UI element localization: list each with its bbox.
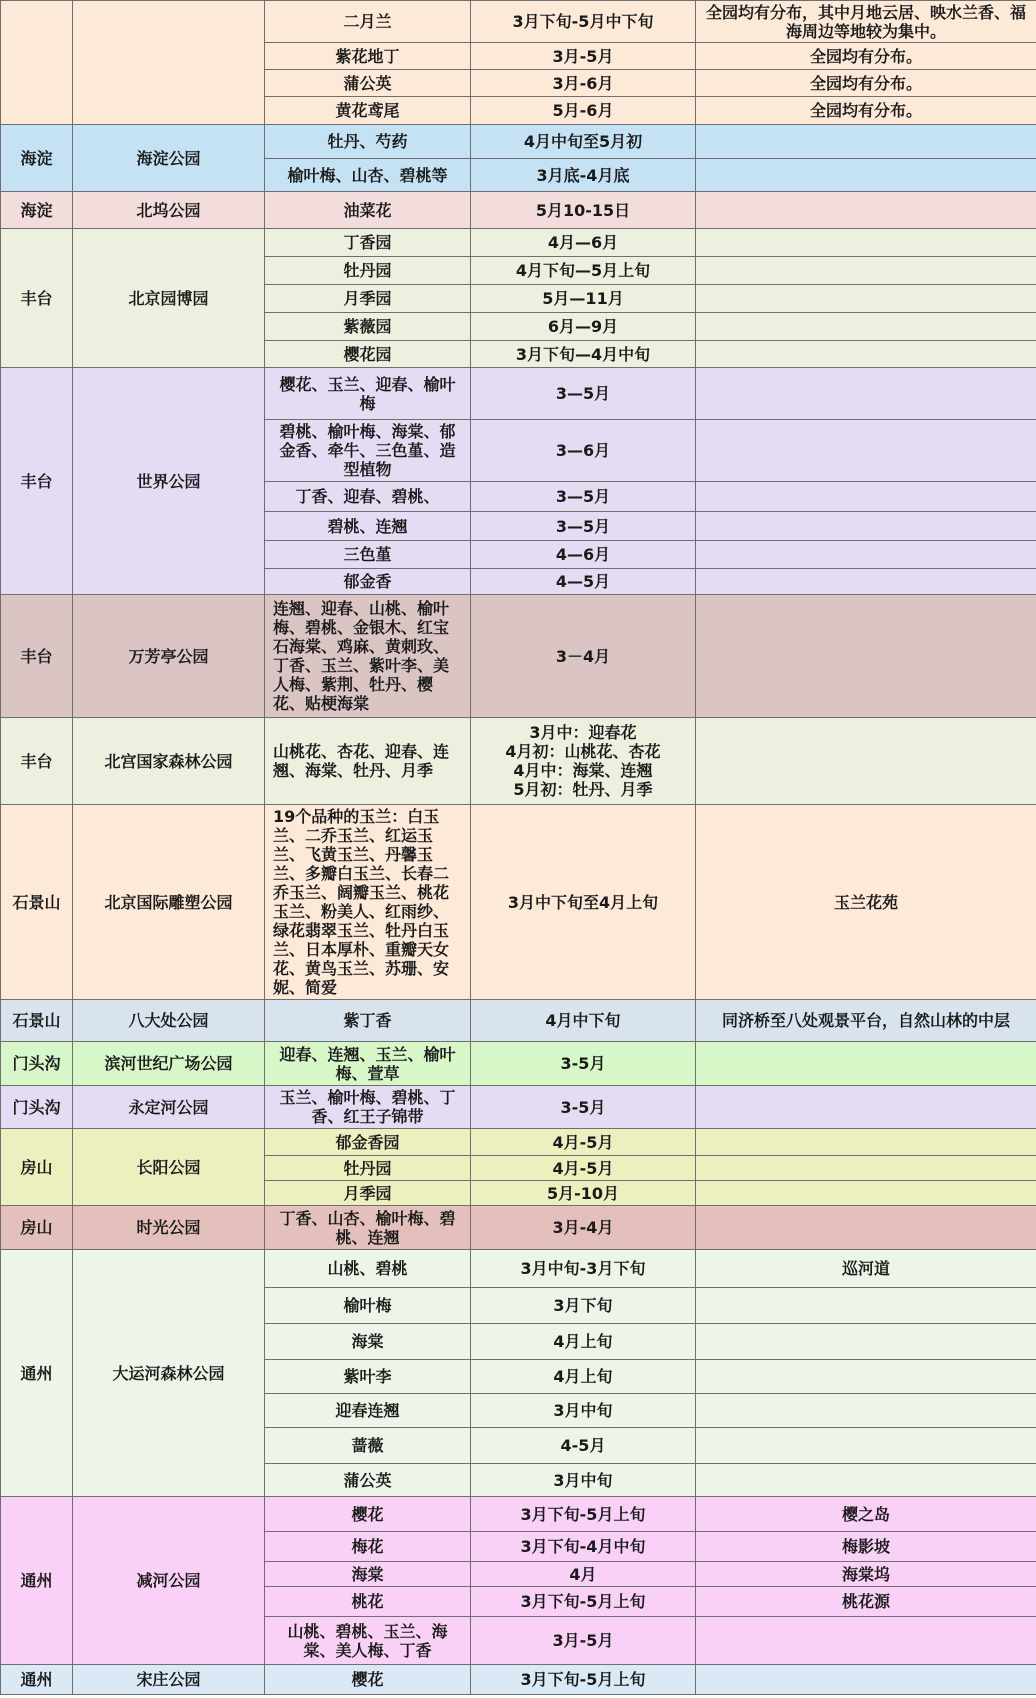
table-row: [1, 192, 1036, 229]
note-cell: [696, 512, 1036, 541]
period-cell: 3月-6月: [471, 70, 696, 97]
table-row: [1, 1206, 1036, 1250]
district-cell: 石景山: [1, 1000, 73, 1042]
flower-cell: 樱花: [265, 1497, 471, 1532]
period-cell: 3月中旬: [471, 1464, 696, 1497]
district-cell: 丰台: [1, 595, 73, 718]
park-cell: 滨河世纪广场公园: [73, 1042, 265, 1086]
flower-cell: 郁金香: [265, 569, 471, 595]
period-cell: 3月中旬-3月下旬: [471, 1250, 696, 1288]
flower-cell: 连翘、迎春、山桃、榆叶梅、碧桃、金银木、红宝石海棠、鸡麻、黄刺玫、丁香、玉兰、紫叶李、美人梅、紫荆、牡丹、樱花、贴梗海棠: [265, 595, 471, 718]
flower-cell: 碧桃、榆叶梅、海棠、郁金香、牵牛、三色堇、造型植物: [265, 420, 471, 482]
note-cell: 全园均有分布，其中月地云居、映水兰香、福海周边等地较为集中。: [696, 1, 1036, 43]
period-line: 5月初：牡丹、月季: [513, 780, 653, 799]
period-line: 4月中：海棠、连翘: [513, 761, 653, 780]
table-row: [1, 1, 1036, 43]
note-cell: [696, 1360, 1036, 1394]
table-row: [1, 125, 1036, 159]
note-cell: [696, 1156, 1036, 1181]
flower-cell: 樱花园: [265, 341, 471, 368]
note-cell: 同济桥至八处观景平台，自然山林的中层: [696, 1000, 1036, 1042]
flower-cell: 榆叶梅、山杏、碧桃等: [265, 159, 471, 192]
flower-cell: 海棠: [265, 1562, 471, 1587]
flower-cell: 碧桃、连翘: [265, 512, 471, 541]
period-cell: 3—6月: [471, 420, 696, 482]
period-cell: [471, 718, 696, 805]
flower-cell: 迎春、连翘、玉兰、榆叶梅、萱草: [265, 1042, 471, 1086]
flower-cell: 山桃花、杏花、迎春、连翘、海棠、牡丹、月季: [265, 718, 471, 805]
flower-cell: 梅花: [265, 1532, 471, 1562]
note-cell: 巡河道: [696, 1250, 1036, 1288]
flower-cell: 樱花: [265, 1665, 471, 1695]
table-row: [1, 368, 1036, 420]
district-cell: 海淀: [1, 125, 73, 192]
period-cell: 4月-5月: [471, 1156, 696, 1181]
flower-cell: 海棠: [265, 1324, 471, 1360]
note-cell: [696, 718, 1036, 805]
flower-cell: 紫叶李: [265, 1360, 471, 1394]
table-row: [1, 718, 1036, 805]
table-row: [1, 229, 1036, 257]
note-cell: 全园均有分布。: [696, 70, 1036, 97]
period-cell: 4—6月: [471, 541, 696, 569]
flower-cell: 紫花地丁: [265, 43, 471, 70]
period-cell: 3-5月: [471, 1042, 696, 1086]
flower-cell: 丁香、迎春、碧桃、: [265, 482, 471, 512]
flower-cell: 丁香、山杏、榆叶梅、碧桃、连翘: [265, 1206, 471, 1250]
note-cell: [696, 1617, 1036, 1665]
table-row: [1, 1129, 1036, 1156]
period-cell: 5月—11月: [471, 285, 696, 313]
note-cell: [696, 341, 1036, 368]
flower-cell: 三色堇: [265, 541, 471, 569]
period-cell: 3月-4月: [471, 1206, 696, 1250]
district-cell: 丰台: [1, 368, 73, 595]
park-cell: 八大处公园: [73, 1000, 265, 1042]
period-cell: 5月10-15日: [471, 192, 696, 229]
note-cell: [696, 420, 1036, 482]
district-cell: 丰台: [1, 229, 73, 368]
note-cell: [696, 1181, 1036, 1206]
period-line: 4月初：山桃花、杏花: [505, 742, 661, 761]
period-cell: 3月下旬-5月上旬: [471, 1497, 696, 1532]
table-row: [1, 595, 1036, 718]
table-row: [1, 1042, 1036, 1086]
period-cell: 4月: [471, 1562, 696, 1587]
note-cell: [696, 192, 1036, 229]
note-cell: [696, 257, 1036, 285]
table-row: [1, 1665, 1036, 1695]
note-cell: [696, 1288, 1036, 1324]
note-cell: [696, 482, 1036, 512]
note-cell: 全园均有分布。: [696, 43, 1036, 70]
park-cell: 宋庄公园: [73, 1665, 265, 1695]
flower-cell: 山桃、碧桃、玉兰、海棠、美人梅、丁香: [265, 1617, 471, 1665]
table-row: [1, 805, 1036, 1000]
flower-cell: 蒲公英: [265, 70, 471, 97]
note-cell: 玉兰花苑: [696, 805, 1036, 1000]
period-cell: 4月—6月: [471, 229, 696, 257]
note-cell: [696, 1042, 1036, 1086]
note-cell: [696, 285, 1036, 313]
period-cell: 6月—9月: [471, 313, 696, 341]
period-cell: 3月-5月: [471, 1617, 696, 1665]
district-cell: 房山: [1, 1129, 73, 1206]
note-cell: 梅影坡: [696, 1532, 1036, 1562]
period-cell: 3－4月: [471, 595, 696, 718]
park-cell: [73, 1, 265, 125]
park-cell: 北京园博园: [73, 229, 265, 368]
flower-cell: 牡丹园: [265, 257, 471, 285]
park-cell: 永定河公园: [73, 1086, 265, 1129]
period-cell: 4月中旬至5月初: [471, 125, 696, 159]
district-cell: 通州: [1, 1665, 73, 1695]
table-row: [1, 1497, 1036, 1532]
table-row: [1, 1086, 1036, 1129]
flower-cell: 榆叶梅: [265, 1288, 471, 1324]
period-cell: 4-5月: [471, 1428, 696, 1464]
period-cell: 3月中下旬至4月上旬: [471, 805, 696, 1000]
period-cell: 3月-5月: [471, 43, 696, 70]
district-cell: 石景山: [1, 805, 73, 1000]
park-cell: 海淀公园: [73, 125, 265, 192]
note-cell: 桃花源: [696, 1587, 1036, 1617]
flower-cell: 月季园: [265, 1181, 471, 1206]
district-cell: 通州: [1, 1250, 73, 1497]
period-cell: 4—5月: [471, 569, 696, 595]
table-row: [1, 1000, 1036, 1042]
period-cell: 3—5月: [471, 512, 696, 541]
flower-cell: 迎春连翘: [265, 1394, 471, 1428]
district-cell: 海淀: [1, 192, 73, 229]
park-cell: 世界公园: [73, 368, 265, 595]
flower-cell: 牡丹、芍药: [265, 125, 471, 159]
period-cell: 3月下旬: [471, 1288, 696, 1324]
period-line: 3月中：迎春花: [529, 723, 637, 742]
district-cell: [1, 1, 73, 125]
note-cell: [696, 1665, 1036, 1695]
flower-cell: 油菜花: [265, 192, 471, 229]
period-cell: 3月下旬-5月上旬: [471, 1665, 696, 1695]
flower-cell: 紫丁香: [265, 1000, 471, 1042]
district-cell: 丰台: [1, 718, 73, 805]
note-cell: [696, 1394, 1036, 1428]
period-cell: 3月下旬-4月中旬: [471, 1532, 696, 1562]
note-cell: [696, 368, 1036, 420]
note-cell: [696, 229, 1036, 257]
park-cell: 时光公园: [73, 1206, 265, 1250]
park-cell: 北京国际雕塑公园: [73, 805, 265, 1000]
district-cell: 门头沟: [1, 1086, 73, 1129]
flower-cell: 玉兰、榆叶梅、碧桃、丁香、红王子锦带: [265, 1086, 471, 1129]
note-cell: [696, 541, 1036, 569]
flower-cell: 蒲公英: [265, 1464, 471, 1497]
flower-cell: 黄花鸢尾: [265, 97, 471, 125]
period-cell: 3月底-4月底: [471, 159, 696, 192]
note-cell: 海棠坞: [696, 1562, 1036, 1587]
period-cell: 5月-6月: [471, 97, 696, 125]
park-cell: 大运河森林公园: [73, 1250, 265, 1497]
period-cell: 3—5月: [471, 368, 696, 420]
note-cell: [696, 569, 1036, 595]
period-cell: 4月-5月: [471, 1129, 696, 1156]
district-cell: 房山: [1, 1206, 73, 1250]
period-cell: 3-5月: [471, 1086, 696, 1129]
note-cell: [696, 125, 1036, 159]
park-cell: 长阳公园: [73, 1129, 265, 1206]
flower-cell: 桃花: [265, 1587, 471, 1617]
district-cell: 门头沟: [1, 1042, 73, 1086]
district-cell: 通州: [1, 1497, 73, 1665]
flower-cell: 郁金香园: [265, 1129, 471, 1156]
note-cell: [696, 1428, 1036, 1464]
flower-cell: 蔷薇: [265, 1428, 471, 1464]
period-cell: 3—5月: [471, 482, 696, 512]
park-cell: 万芳亭公园: [73, 595, 265, 718]
note-cell: [696, 1206, 1036, 1250]
flower-cell: 月季园: [265, 285, 471, 313]
period-cell: 3月中旬: [471, 1394, 696, 1428]
flower-cell: 牡丹园: [265, 1156, 471, 1181]
note-cell: 全园均有分布。: [696, 97, 1036, 125]
period-cell: 3月下旬—4月中旬: [471, 341, 696, 368]
note-cell: [696, 313, 1036, 341]
note-cell: [696, 1086, 1036, 1129]
park-cell: 北宫国家森林公园: [73, 718, 265, 805]
period-cell: 5月-10月: [471, 1181, 696, 1206]
flower-cell: 二月兰: [265, 1, 471, 43]
park-cell: 减河公园: [73, 1497, 265, 1665]
period-cell: 4月下旬—5月上旬: [471, 257, 696, 285]
park-cell: 北坞公园: [73, 192, 265, 229]
period-cell: 3月下旬-5月中下旬: [471, 1, 696, 43]
note-cell: [696, 1324, 1036, 1360]
table-row: [1, 1250, 1036, 1288]
note-cell: 樱之岛: [696, 1497, 1036, 1532]
period-cell: 3月下旬-5月上旬: [471, 1587, 696, 1617]
flower-cell: 樱花、玉兰、迎春、榆叶梅: [265, 368, 471, 420]
note-cell: [696, 1129, 1036, 1156]
flower-cell: 丁香园: [265, 229, 471, 257]
note-cell: [696, 1464, 1036, 1497]
period-cell: 4月上旬: [471, 1360, 696, 1394]
flower-cell: 19个品种的玉兰：白玉兰、二乔玉兰、红运玉兰、飞黄玉兰、丹馨玉兰、多瓣白玉兰、长春二乔玉兰、阔瓣玉兰、桃花玉兰、粉美人、红雨纱、绿花翡翠玉兰、牡丹白玉兰、日本厚朴、重瓣天女花、黄鸟玉兰、苏珊、安妮、简爱: [265, 805, 471, 1000]
period-cell: 4月中下旬: [471, 1000, 696, 1042]
period-cell: 4月上旬: [471, 1324, 696, 1360]
flower-cell: 紫薇园: [265, 313, 471, 341]
flower-cell: 山桃、碧桃: [265, 1250, 471, 1288]
note-cell: [696, 159, 1036, 192]
note-cell: [696, 595, 1036, 718]
